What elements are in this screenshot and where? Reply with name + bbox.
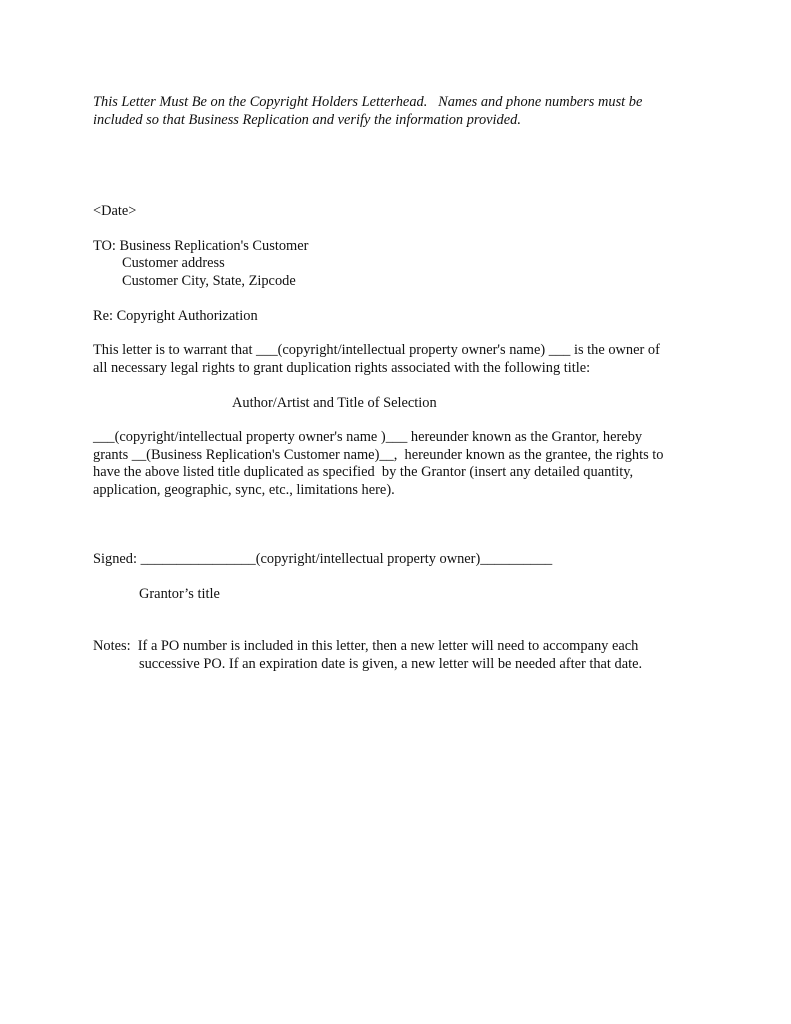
- date-placeholder: <Date>: [93, 203, 137, 219]
- recipient-address: Customer address: [122, 255, 225, 271]
- signature-line: Signed: ________________(copyright/intellectual property owner)__________: [93, 551, 553, 567]
- grantor-title: Grantor’s title: [139, 586, 220, 602]
- recipient-city-state-zip: Customer City, State, Zipcode: [122, 273, 296, 289]
- grant-paragraph-line-3: have the above listed title duplicated as specified by the Grantor (insert any detailed quantity,: [93, 464, 634, 480]
- warrant-paragraph-line-1: This letter is to warrant that ___(copyright/intellectual property owner's name) ___ is the owner of: [93, 342, 660, 358]
- recipient-name: TO: Business Replication's Customer: [93, 238, 309, 254]
- title-of-selection: Author/Artist and Title of Selection: [232, 395, 437, 411]
- letterhead-instruction-line-1: This Letter Must Be on the Copyright Holders Letterhead. Names and phone numbers must be: [93, 94, 643, 110]
- warrant-paragraph-line-2: all necessary legal rights to grant duplication rights associated with the following title:: [93, 360, 591, 376]
- grant-paragraph-line-1: ___(copyright/intellectual property owner's name )___ hereunder known as the Grantor, hereby: [93, 429, 643, 445]
- notes-line-2: successive PO. If an expiration date is given, a new letter will be needed after that date.: [139, 656, 643, 672]
- notes-line-1: Notes: If a PO number is included in this letter, then a new letter will need to accompany each: [93, 638, 639, 654]
- grant-paragraph-line-2: grants __(Business Replication's Customer name)__, hereunder known as the grantee, the rights to: [93, 447, 664, 463]
- grant-paragraph-line-4: application, geographic, sync, etc., limitations here).: [93, 482, 395, 498]
- subject-line: Re: Copyright Authorization: [93, 308, 258, 324]
- letterhead-instruction-line-2: included so that Business Replication and verify the information provided.: [93, 112, 521, 128]
